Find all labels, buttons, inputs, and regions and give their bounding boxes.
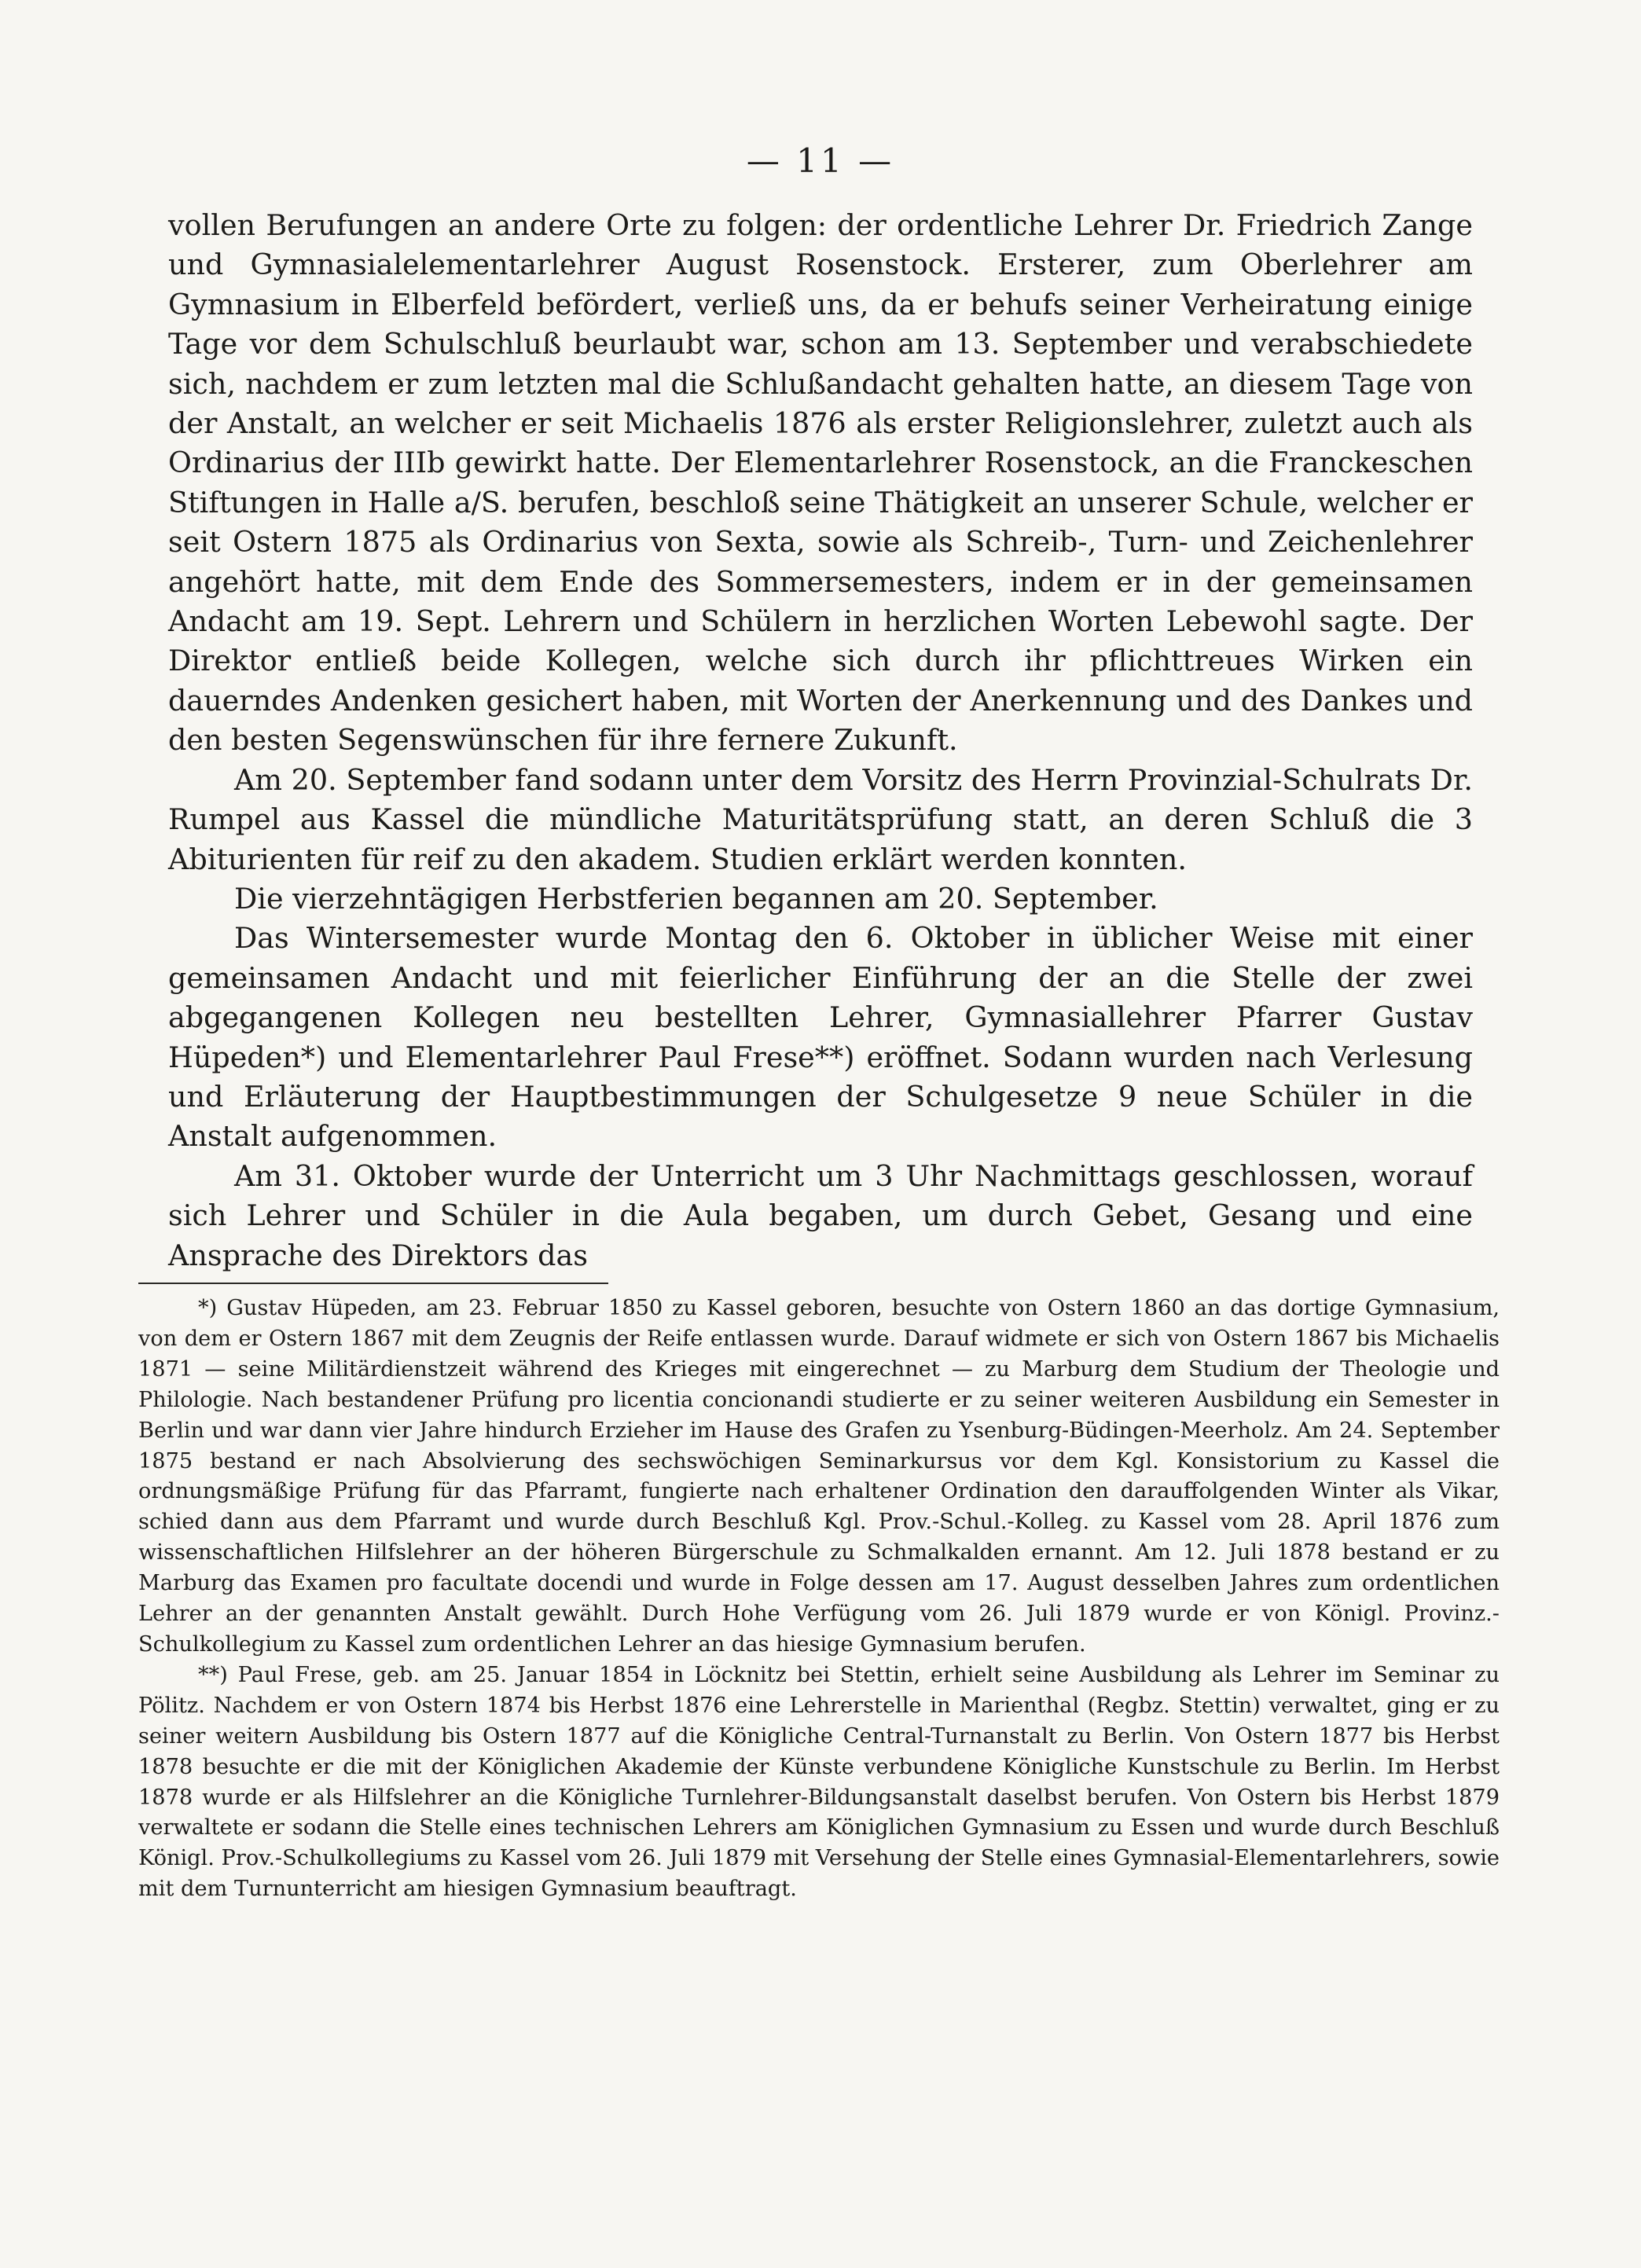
paragraph: Am 20. September fand sodann unter dem Vorsitz des Herrn Provinzial-Schulrats Dr. Rumpel aus Kassel die mündliche Maturitätsprüfung statt, an deren Schluß die 3 Abiturienten für reif zu den akadem. Studien erklärt werden konnten. bbox=[168, 762, 1473, 876]
paragraph: Die vierzehntägigen Herbstferien begannen am 20. September. bbox=[234, 881, 1158, 916]
footnotes bbox=[138, 1294, 1500, 1905]
footnote-divider bbox=[138, 1283, 608, 1284]
main-text bbox=[168, 206, 1473, 1275]
page-number: — 11 — bbox=[746, 141, 895, 180]
paragraph: Das Wintersemester wurde Montag den 6. Oktober in üblicher Weise mit einer gemeinsamen Andacht und mit feierlicher Einführung der an die Stelle der zwei abgegangenen Kollegen neu bestellten Lehrer, Gymnasiallehrer Pfarrer Gustav Hüpeden*) und Elementarlehrer Paul Frese**) eröffnet. Sodann wurden nach Verlesung und Erläuterung der Hauptbestimmungen der Schulgesetze 9 neue Schüler in die Anstalt aufgenommen. bbox=[168, 921, 1473, 1154]
paragraph: vollen Berufungen an andere Orte zu folgen: der ordentliche Lehrer Dr. Friedrich Zange und Gymnasialelementarlehrer August Rosenstock. Ersterer, zum Oberlehrer am Gymnasium in Elberfeld befördert, verließ uns, da er behufs seiner Verheiratung einige Tage vor dem Schulschluß beurlaubt war, schon am 13. September und verabschiedete sich, nachdem er zum letzten mal die Schlußandacht gehalten hatte, an diesem Tage von der Anstalt, an welcher er seit Michaelis 1876 als erster Religionslehrer, zuletzt auch als Ordinarius der IIIb gewirkt hatte. Der Elementarlehrer Rosenstock, an die Franckeschen Stiftungen in Halle a/S. berufen, beschloß seine Thätigkeit an unserer Schule, welcher er seit Ostern 1875 als Ordinarius von Sexta, sowie als Schreib-, Turn- und Zeichenlehrer angehört hatte, mit dem Ende des Sommersemesters, indem er in der gemeinsamen Andacht am 19. Sept. Lehrern und Schülern in herzlichen Worten Lebewohl sagte. Der Direktor entließ beide Kollegen, welche sich durch ihr pflichttreues Wirken ein dauerndes Andenken gesichert haben, mit Worten der Anerkennung und des Dankes und den besten Segenswünschen für ihre fernere Zukunft. bbox=[168, 208, 1473, 758]
footnote: **) Paul Frese, geb. am 25. Januar 1854 in Löcknitz bei Stettin, erhielt seine Ausbildung als Lehrer im Seminar zu Pölitz. Nachdem er von Ostern 1874 bis Herbst 1876 eine Lehrerstelle in Marienthal (Regbz. Stettin) verwaltet, ging er zu seiner weitern Ausbildung bis Ostern 1877 auf die Königliche Central-Turnanstalt zu Berlin. Von Ostern 1877 bis Herbst 1878 besuchte er die mit der Königlichen Akademie der Künste verbundene Königliche Kunstschule zu Berlin. Im Herbst 1878 wurde er als Hilfslehrer an die Königliche Turnlehrer-Bildungsanstalt daselbst berufen. Von Ostern bis Herbst 1879 verwaltete er sodann die Stelle eines technischen Lehrers am Königlichen Gymnasium zu Essen und wurde durch Beschluß Königl. Prov.-Schulkollegiums zu Kassel vom 26. Juli 1879 mit Versehung der Stelle eines Gymnasial-Elementarlehrers, sowie mit dem Turnunterricht am hiesigen Gymnasium beauftragt. bbox=[138, 1662, 1500, 1902]
footnote: *) Gustav Hüpeden, am 23. Februar 1850 zu Kassel geboren, besuchte von Ostern 1860 an das dortige Gymnasium, von dem er Ostern 1867 mit dem Zeugnis der Reife entlassen wurde. Darauf widmete er sich von Ostern 1867 bis Michaelis 1871 — seine Militärdienstzeit während des Krieges mit eingerechnet — zu Marburg dem Studium der Theologie und Philologie. Nach bestandener Prüfung pro licentia concionandi studierte er zu seiner weiteren Ausbildung ein Semester in Berlin und war dann vier Jahre hindurch Erzieher im Hause des Grafen zu Ysenburg-Büdingen-Meerholz. Am 24. September 1875 bestand er nach Absolvierung des sechswöchigen Seminarkursus vor dem Kgl. Konsistorium zu Kassel die ordnungsmäßige Prüfung für das Pfarramt, fungierte nach erhaltener Ordination den darauffolgenden Winter als Vikar, schied dann aus dem Pfarramt und wurde durch Beschluß Kgl. Prov.-Schul.-Kolleg. zu Kassel vom 28. April 1876 zum wissenschaftlichen Hilfslehrer an der höheren Bürgerschule zu Schmalkalden ernannt. Am 12. Juli 1878 bestand er zu Marburg das Examen pro facultate docendi und wurde in Folge dessen am 17. August desselben Jahres zum ordentlichen Lehrer an der genannten Anstalt gewählt. Durch Hohe Verfügung vom 26. Juli 1879 wurde er von Königl. Provinz.-Schulkollegium zu Kassel zum ordentlichen Lehrer an das hiesige Gymnasium berufen. bbox=[138, 1296, 1500, 1657]
paragraph: Am 31. Oktober wurde der Unterricht um 3 Uhr Nachmittags geschlossen, worauf sich Lehrer und Schüler in die Aula begaben, um durch Gebet, Gesang und eine Ansprache des Direktors das bbox=[168, 1158, 1473, 1272]
